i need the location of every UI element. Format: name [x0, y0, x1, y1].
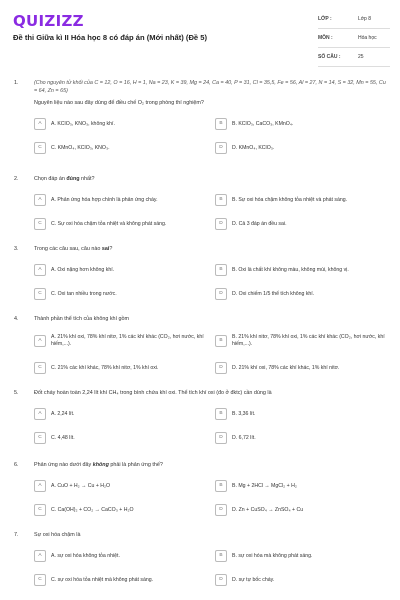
option-text: D. Zn + CuSO₄ → ZnSO₄ + Cu	[232, 506, 304, 513]
option-letter: A	[34, 550, 46, 562]
option-letter: D	[215, 432, 227, 444]
question-text: Sự oxi hóa chậm là	[34, 532, 81, 538]
meta-key: LỚP :	[318, 16, 332, 22]
question-number: 1.	[14, 80, 19, 86]
meta-value: Lớp 8	[358, 16, 372, 22]
option-text: B. sự oxi hóa mà không phát sáng.	[232, 552, 313, 559]
meta-row-class	[318, 10, 390, 29]
option-c[interactable]	[34, 504, 204, 516]
option-text: A. KClO₃, KNO₃, không khí.	[51, 120, 115, 127]
question-text: Trong các câu sau, câu nào sai?	[34, 246, 113, 252]
option-letter: D	[215, 218, 227, 230]
option-b[interactable]	[215, 194, 393, 206]
option-b[interactable]	[215, 408, 393, 420]
meta-value: Hóa học	[358, 35, 377, 41]
option-c[interactable]	[34, 288, 204, 300]
meta-value: 25	[358, 54, 364, 60]
option-text: C. 4,48 lít.	[51, 434, 75, 441]
option-text: B. 3,36 lít.	[232, 410, 256, 417]
question-text: Thành phần thể tích của không khí gồm	[34, 316, 129, 322]
option-d[interactable]	[215, 288, 393, 300]
option-text: C. Oxi tan nhiều trong nước.	[51, 290, 117, 297]
question-text: Phản ứng nào dưới đây không phải là phản ứng thế?	[34, 462, 163, 468]
option-text: C. Ca(OH)₂ + CO₂ → CaCO₃ + H₂O	[51, 506, 134, 513]
option-text: B. KClO₃, CaCO₃, KMnO₄.	[232, 120, 294, 127]
option-letter: B	[215, 118, 227, 130]
question-text: Nguyên liệu nào sau đây dùng để điều chế O₂ trong phòng thí nghiệm?	[34, 100, 204, 106]
option-a[interactable]	[34, 480, 204, 492]
brand-logo: QUIZIZZ	[13, 12, 84, 30]
option-letter: B	[215, 194, 227, 206]
option-letter: C	[34, 574, 46, 586]
option-letter: A	[34, 480, 46, 492]
option-text: B. Sự oxi hóa chậm không tỏa nhiệt và phát sáng.	[232, 196, 348, 203]
option-a[interactable]	[34, 264, 204, 276]
option-b[interactable]	[215, 118, 393, 130]
option-text: D. KMnO₄, KClO₃.	[232, 144, 275, 151]
option-letter: D	[215, 362, 227, 374]
option-letter: A	[34, 194, 46, 206]
option-text: B. Oxi là chất khí không màu, không mùi, không vị.	[232, 266, 349, 273]
meta-key: SỐ CÂU :	[318, 54, 341, 60]
option-letter: C	[34, 362, 46, 374]
question-number: 3.	[14, 246, 19, 252]
question-note: (Cho nguyên tử khối của C = 12, O = 16, H = 1, Na = 23, K = 39, Mg = 24, Ca = 40, P = 31, Cl = 35,5, Fe = 56, Al = 27, N = 14, S = 32, Mn = 55, Cu = 64, Zn = 65)	[34, 80, 386, 94]
option-b[interactable]	[215, 480, 393, 492]
option-text: D. Oxi chiếm 1/5 thể tích không khí.	[232, 290, 315, 297]
option-text: C. KMnO₄, KClO₃, KNO₃.	[51, 144, 110, 151]
option-text: D. 6,72 lít.	[232, 434, 256, 441]
option-text: B. Mg + 2HCl → MgCl₂ + H₂	[232, 482, 297, 489]
option-letter: A	[34, 118, 46, 130]
option-b[interactable]	[215, 264, 393, 276]
option-c[interactable]	[34, 218, 204, 230]
option-text: D. 21% khí oxi, 78% các khí khác, 1% khí nitơ.	[232, 364, 340, 371]
meta-row-count	[318, 48, 390, 67]
option-d[interactable]	[215, 574, 393, 586]
option-text: B. 21% khí nitơ, 78% khí oxi, 1% các khí khác (CO₂, hơi nước, khí hiếm,...).	[232, 334, 385, 347]
option-a[interactable]	[34, 334, 204, 348]
option-text: D. sự tự bốc cháy.	[232, 576, 275, 583]
option-text: A. CuO + H₂ → Cu + H₂O	[51, 482, 111, 489]
option-text: A. 2,24 lít.	[51, 410, 75, 417]
option-a[interactable]	[34, 550, 204, 562]
option-text: A. 21% khí oxi, 78% khí nitơ, 1% các khí khác (CO₂, hơi nước, khí hiếm,...).	[51, 334, 204, 347]
option-letter: C	[34, 288, 46, 300]
option-letter: C	[34, 218, 46, 230]
option-text: C. 21% các khí khác, 78% khí nitơ, 1% khí oxi.	[51, 364, 159, 371]
option-c[interactable]	[34, 432, 204, 444]
question-text: Đốt cháy hoàn toàn 2,24 lít khí CH₄ trong bình chứa khí oxi. Thể tích khí oxi (đo ở đktc) cần dùng là	[34, 390, 272, 396]
option-d[interactable]	[215, 362, 393, 374]
option-d[interactable]	[215, 432, 393, 444]
meta-key: MÔN :	[318, 35, 333, 41]
option-b[interactable]	[215, 550, 393, 562]
question-number: 6.	[14, 462, 19, 468]
option-text: A. Oxi nặng hơn không khí.	[51, 266, 115, 273]
option-text: C. sự oxi hóa tỏa nhiệt mà không phát sáng.	[51, 576, 154, 583]
option-a[interactable]	[34, 194, 204, 206]
option-b[interactable]	[215, 334, 393, 348]
option-d[interactable]	[215, 142, 393, 154]
option-text: A. sự oxi hóa không tỏa nhiệt.	[51, 552, 120, 559]
option-letter: A	[34, 408, 46, 420]
option-d[interactable]	[215, 504, 393, 516]
option-letter: C	[34, 142, 46, 154]
option-letter: D	[215, 574, 227, 586]
option-a[interactable]	[34, 118, 204, 130]
option-c[interactable]	[34, 574, 204, 586]
question-text: Chọn đáp án đúng nhất?	[34, 176, 95, 182]
document-title: Đề thi Giữa kì II Hóa học 8 có đáp án (Mới nhất) (Đề 5)	[13, 33, 208, 42]
option-letter: D	[215, 288, 227, 300]
meta-info-panel	[318, 10, 390, 67]
option-letter: B	[215, 264, 227, 276]
option-letter: C	[34, 504, 46, 516]
option-letter: B	[215, 480, 227, 492]
option-text: A. Phản ứng hóa hợp chính là phản ứng cháy.	[51, 196, 158, 203]
option-letter: B	[215, 550, 227, 562]
option-a[interactable]	[34, 408, 204, 420]
question-number: 5.	[14, 390, 19, 396]
option-c[interactable]	[34, 142, 204, 154]
option-letter: D	[215, 504, 227, 516]
option-d[interactable]	[215, 218, 393, 230]
option-text: D. Cả 3 đáp án đều sai.	[232, 220, 287, 227]
option-letter: B	[215, 335, 227, 347]
question-number: 4.	[14, 316, 19, 322]
option-letter: D	[215, 142, 227, 154]
question-number: 7.	[14, 532, 19, 538]
option-letter: B	[215, 408, 227, 420]
option-text: C. Sự oxi hóa chậm tỏa nhiệt và không phát sáng.	[51, 220, 167, 227]
meta-row-subject	[318, 29, 390, 48]
option-letter: C	[34, 432, 46, 444]
option-letter: A	[34, 335, 46, 347]
question-number: 2.	[14, 176, 19, 182]
option-c[interactable]	[34, 362, 204, 374]
option-letter: A	[34, 264, 46, 276]
